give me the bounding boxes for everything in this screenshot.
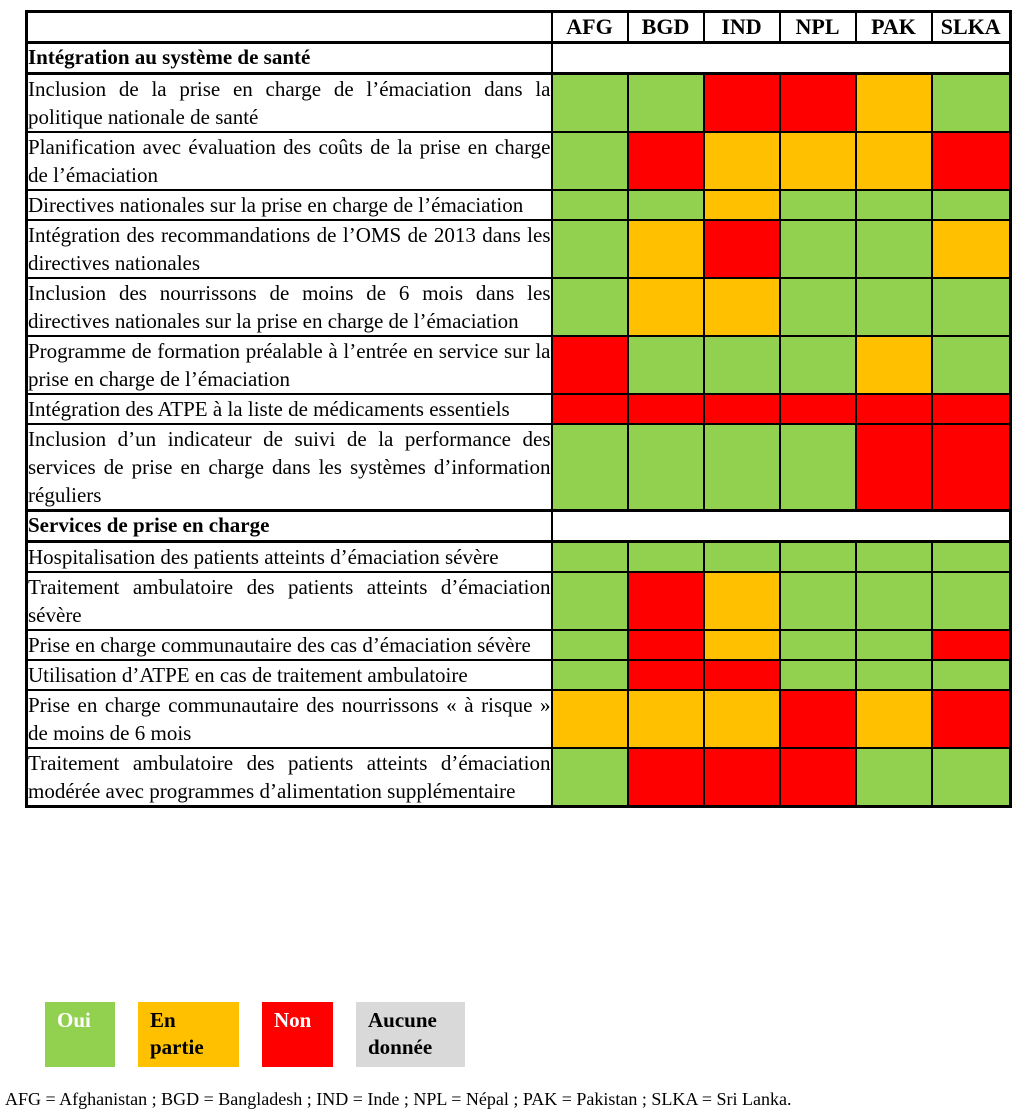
status-cell-ind-oui: [704, 424, 780, 511]
legend-item-en-partie: En partie: [138, 1002, 239, 1067]
row-label: Hospitalisation des patients atteints d’émaciation sévère: [27, 542, 552, 573]
section-header-row-2: [27, 511, 1011, 542]
status-cell-pak-en-partie: [856, 132, 932, 190]
column-header-ind: IND: [704, 12, 780, 43]
status-cell-afg-oui: [552, 748, 628, 807]
status-cell-slka-oui: [932, 74, 1011, 133]
matrix-header-row: [27, 12, 1011, 43]
row-label: Prise en charge communautaire des cas d’émaciation sévère: [27, 630, 552, 660]
row-label: Inclusion des nourrissons de moins de 6 mois dans les directives nationales sur la prise en charge de l’émaciation: [27, 278, 552, 336]
status-cell-bgd-non: [628, 572, 704, 630]
row-label: Intégration des recommandations de l’OMS de 2013 dans les directives nationales: [27, 220, 552, 278]
status-cell-ind-non: [704, 220, 780, 278]
status-cell-npl-oui: [780, 572, 856, 630]
status-cell-npl-oui: [780, 278, 856, 336]
status-cell-slka-non: [932, 394, 1011, 424]
status-cell-pak-non: [856, 424, 932, 511]
row-label: Utilisation d’ATPE en cas de traitement ambulatoire: [27, 660, 552, 690]
table-row: [27, 74, 1011, 133]
row-label: Inclusion de la prise en charge de l’émaciation dans la politique nationale de santé: [27, 74, 552, 133]
row-label: Traitement ambulatoire des patients atteints d’émaciation modérée avec programmes d’alimentation supplémentaire: [27, 748, 552, 807]
status-cell-npl-non: [780, 394, 856, 424]
status-cell-bgd-non: [628, 660, 704, 690]
status-cell-bgd-oui: [628, 336, 704, 394]
status-cell-ind-en-partie: [704, 690, 780, 748]
status-cell-bgd-oui: [628, 190, 704, 220]
row-label: Prise en charge communautaire des nourrissons « à risque » de moins de 6 mois: [27, 690, 552, 748]
row-label: Planification avec évaluation des coûts de la prise en charge de l’émaciation: [27, 132, 552, 190]
status-cell-npl-oui: [780, 220, 856, 278]
status-cell-bgd-en-partie: [628, 690, 704, 748]
status-cell-slka-oui: [932, 190, 1011, 220]
status-matrix-wrap: [25, 10, 1012, 808]
status-cell-npl-non: [780, 748, 856, 807]
status-cell-ind-non: [704, 748, 780, 807]
status-cell-ind-en-partie: [704, 630, 780, 660]
table-row: [27, 572, 1011, 630]
status-cell-ind-oui: [704, 336, 780, 394]
status-cell-ind-en-partie: [704, 190, 780, 220]
status-cell-pak-en-partie: [856, 74, 932, 133]
status-cell-npl-oui: [780, 190, 856, 220]
table-row: [27, 424, 1011, 511]
status-cell-pak-oui: [856, 630, 932, 660]
section-empty-cell: [552, 511, 1011, 542]
status-cell-afg-oui: [552, 660, 628, 690]
column-header-afg: AFG: [552, 12, 628, 43]
status-cell-npl-oui: [780, 424, 856, 511]
status-cell-afg-oui: [552, 630, 628, 660]
status-cell-ind-en-partie: [704, 278, 780, 336]
legend-item-oui: Oui: [45, 1002, 115, 1067]
status-cell-afg-oui: [552, 542, 628, 573]
status-cell-afg-oui: [552, 74, 628, 133]
status-cell-afg-non: [552, 394, 628, 424]
status-cell-afg-en-partie: [552, 690, 628, 748]
status-cell-slka-oui: [932, 572, 1011, 630]
status-cell-npl-en-partie: [780, 132, 856, 190]
section-empty-cell: [552, 43, 1011, 74]
status-cell-slka-oui: [932, 542, 1011, 573]
status-cell-slka-non: [932, 690, 1011, 748]
column-header-pak: PAK: [856, 12, 932, 43]
status-cell-bgd-en-partie: [628, 278, 704, 336]
table-row: [27, 336, 1011, 394]
status-cell-slka-oui: [932, 748, 1011, 807]
status-cell-bgd-oui: [628, 424, 704, 511]
status-cell-bgd-non: [628, 630, 704, 660]
table-row: [27, 278, 1011, 336]
table-row: [27, 660, 1011, 690]
status-cell-pak-oui: [856, 660, 932, 690]
section-title: Intégration au système de santé: [27, 43, 552, 74]
row-label: Programme de formation préalable à l’entrée en service sur la prise en charge de l’émaciation: [27, 336, 552, 394]
matrix-body: [27, 43, 1011, 807]
status-cell-pak-oui: [856, 572, 932, 630]
table-row: [27, 394, 1011, 424]
status-cell-afg-non: [552, 336, 628, 394]
footnote: AFG = Afghanistan ; BGD = Bangladesh ; IND = Inde ; NPL = Népal ; PAK = Pakistan ; SLKA = Sri Lanka.: [5, 1089, 792, 1109]
section-title: Services de prise en charge: [27, 511, 552, 542]
status-cell-slka-oui: [932, 336, 1011, 394]
column-header-bgd: BGD: [628, 12, 704, 43]
status-cell-bgd-oui: [628, 542, 704, 573]
status-cell-ind-oui: [704, 542, 780, 573]
table-row: [27, 748, 1011, 807]
status-cell-afg-oui: [552, 220, 628, 278]
status-cell-afg-oui: [552, 132, 628, 190]
corner-cell: [27, 12, 552, 43]
status-cell-afg-oui: [552, 190, 628, 220]
status-cell-ind-non: [704, 394, 780, 424]
status-cell-pak-oui: [856, 748, 932, 807]
status-cell-slka-non: [932, 630, 1011, 660]
column-header-slka: SLKA: [932, 12, 1011, 43]
status-cell-slka-non: [932, 132, 1011, 190]
status-cell-afg-oui: [552, 572, 628, 630]
legend: [45, 1002, 488, 1067]
table-row: [27, 542, 1011, 573]
table-row: [27, 190, 1011, 220]
row-label: Directives nationales sur la prise en charge de l’émaciation: [27, 190, 552, 220]
table-row: [27, 690, 1011, 748]
status-cell-pak-oui: [856, 278, 932, 336]
status-cell-npl-oui: [780, 336, 856, 394]
legend-item-non: Non: [262, 1002, 333, 1067]
legend-item-aucune-donnee: Aucune donnée: [356, 1002, 465, 1067]
status-cell-slka-en-partie: [932, 220, 1011, 278]
status-cell-npl-non: [780, 74, 856, 133]
status-cell-bgd-non: [628, 394, 704, 424]
status-cell-pak-oui: [856, 190, 932, 220]
status-cell-npl-oui: [780, 660, 856, 690]
status-cell-slka-oui: [932, 278, 1011, 336]
table-row: [27, 220, 1011, 278]
row-label: Traitement ambulatoire des patients atteints d’émaciation sévère: [27, 572, 552, 630]
matrix-header: [27, 12, 1011, 43]
status-cell-ind-en-partie: [704, 572, 780, 630]
status-cell-slka-non: [932, 424, 1011, 511]
status-cell-pak-en-partie: [856, 336, 932, 394]
status-cell-pak-en-partie: [856, 690, 932, 748]
status-cell-afg-oui: [552, 278, 628, 336]
status-cell-pak-oui: [856, 542, 932, 573]
status-cell-ind-non: [704, 660, 780, 690]
row-label: Inclusion d’un indicateur de suivi de la performance des services de prise en charge dans les systèmes d’information réguliers: [27, 424, 552, 511]
status-cell-ind-en-partie: [704, 132, 780, 190]
table-row: [27, 630, 1011, 660]
status-cell-bgd-non: [628, 748, 704, 807]
status-cell-npl-oui: [780, 542, 856, 573]
table-row: [27, 132, 1011, 190]
status-cell-npl-non: [780, 690, 856, 748]
status-cell-pak-non: [856, 394, 932, 424]
status-cell-ind-non: [704, 74, 780, 133]
status-cell-bgd-en-partie: [628, 220, 704, 278]
status-cell-npl-oui: [780, 630, 856, 660]
status-cell-bgd-non: [628, 132, 704, 190]
status-cell-slka-oui: [932, 660, 1011, 690]
status-matrix-table: [25, 10, 1012, 808]
status-cell-pak-oui: [856, 220, 932, 278]
column-header-npl: NPL: [780, 12, 856, 43]
status-cell-afg-oui: [552, 424, 628, 511]
row-label: Intégration des ATPE à la liste de médicaments essentiels: [27, 394, 552, 424]
section-header-row-1: [27, 43, 1011, 74]
status-cell-bgd-oui: [628, 74, 704, 133]
